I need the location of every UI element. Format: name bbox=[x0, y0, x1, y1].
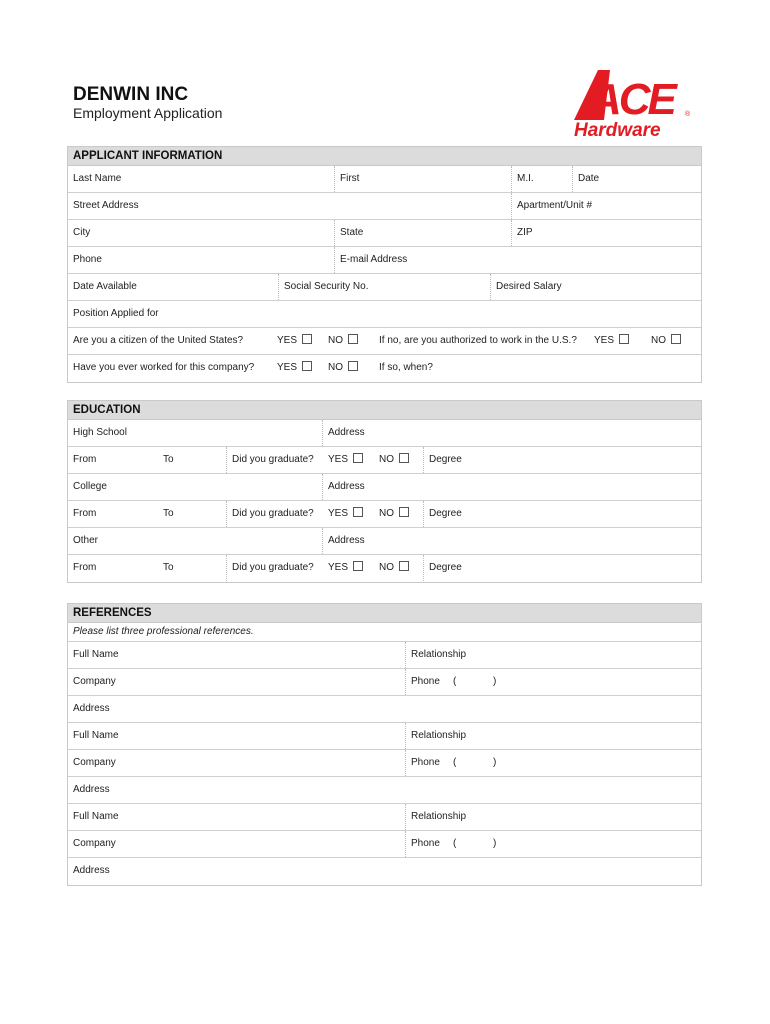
name-row bbox=[68, 166, 701, 193]
authorized-no-checkbox[interactable] bbox=[671, 334, 681, 344]
desired-salary-label: Desired Salary bbox=[496, 281, 562, 292]
citizen-yes-checkbox[interactable] bbox=[302, 334, 312, 344]
high-school-label: High School bbox=[73, 427, 127, 438]
college-yes-label: YES bbox=[328, 508, 349, 519]
college-no-option[interactable] bbox=[379, 501, 409, 527]
college-yes-option[interactable] bbox=[328, 501, 363, 527]
other-yes-label: YES bbox=[328, 562, 349, 573]
state-label: State bbox=[340, 227, 364, 238]
if-so-when-label: If so, when? bbox=[379, 362, 433, 373]
reference-3-address-label: Address bbox=[73, 865, 110, 876]
high-school-graduate-question: Did you graduate? bbox=[232, 454, 314, 465]
education-heading: EDUCATION bbox=[68, 401, 701, 420]
citizen-no-label: NO bbox=[328, 335, 343, 346]
education-section bbox=[67, 400, 702, 583]
worked-before-question: Have you ever worked for this company? bbox=[73, 362, 255, 373]
other-yes-checkbox[interactable] bbox=[353, 561, 363, 571]
worked-no-checkbox[interactable] bbox=[348, 361, 358, 371]
reference-1-area-code-close: ) bbox=[493, 676, 497, 687]
college-row bbox=[68, 474, 701, 501]
last-name-label: Last Name bbox=[73, 173, 122, 184]
high-school-no-option[interactable] bbox=[379, 447, 409, 473]
phone-row bbox=[68, 247, 701, 274]
college-from-label: From bbox=[73, 508, 97, 519]
high-school-yes-option[interactable] bbox=[328, 447, 363, 473]
reference-3-phone-label: Phone bbox=[411, 838, 440, 849]
reference-2-full-name-label: Full Name bbox=[73, 730, 119, 741]
logo-ace-text: ACE bbox=[590, 75, 674, 124]
citizen-question: Are you a citizen of the United States? bbox=[73, 335, 244, 346]
reference-2-area-code-open: ( bbox=[453, 757, 457, 768]
college-address-label: Address bbox=[328, 481, 365, 492]
reference-3-area-code-open: ( bbox=[453, 838, 457, 849]
citizen-row bbox=[68, 328, 701, 355]
worked-yes-label: YES bbox=[277, 362, 298, 373]
reference-3-area-code-close: ) bbox=[493, 838, 497, 849]
authorized-yes-label: YES bbox=[594, 335, 615, 346]
zip-label: ZIP bbox=[517, 227, 533, 238]
reference-1-full-name-label: Full Name bbox=[73, 649, 119, 660]
authorized-yes-checkbox[interactable] bbox=[619, 334, 629, 344]
high-school-from-label: From bbox=[73, 454, 97, 465]
ssn-label: Social Security No. bbox=[284, 281, 369, 292]
position-label: Position Applied for bbox=[73, 308, 159, 319]
date-available-label: Date Available bbox=[73, 281, 137, 292]
college-to-label: To bbox=[163, 508, 174, 519]
reference-2-name-row bbox=[68, 723, 701, 750]
worked-no-option[interactable] bbox=[328, 355, 358, 381]
other-school-dates-row bbox=[68, 555, 701, 582]
authorized-no-option[interactable] bbox=[651, 328, 681, 354]
reference-2-area-code-close: ) bbox=[493, 757, 497, 768]
reference-3-relationship-label: Relationship bbox=[411, 811, 467, 822]
date-label: Date bbox=[578, 173, 600, 184]
other-no-label: NO bbox=[379, 562, 394, 573]
reference-3-full-name-label: Full Name bbox=[73, 811, 119, 822]
other-graduate-question: Did you graduate? bbox=[232, 562, 314, 573]
authorized-question: If no, are you authorized to work in the U.S.? bbox=[379, 335, 577, 346]
form-subtitle: Employment Application bbox=[73, 105, 223, 121]
other-yes-option[interactable] bbox=[328, 555, 363, 581]
worked-yes-checkbox[interactable] bbox=[302, 361, 312, 371]
reference-1-name-row bbox=[68, 642, 701, 669]
reference-3-company-label: Company bbox=[73, 838, 116, 849]
applicant-information-section bbox=[67, 146, 702, 383]
logo-registered-mark: ® bbox=[685, 111, 691, 118]
other-degree-label: Degree bbox=[429, 562, 462, 573]
reference-1-area-code-open: ( bbox=[453, 676, 457, 687]
college-no-checkbox[interactable] bbox=[399, 507, 409, 517]
high-school-to-label: To bbox=[163, 454, 174, 465]
reference-3-name-row bbox=[68, 804, 701, 831]
reference-2-phone-label: Phone bbox=[411, 757, 440, 768]
first-name-label: First bbox=[340, 173, 360, 184]
reference-2-address-label: Address bbox=[73, 784, 110, 795]
reference-2-company-label: Company bbox=[73, 757, 116, 768]
authorized-yes-option[interactable] bbox=[594, 328, 629, 354]
citizen-no-checkbox[interactable] bbox=[348, 334, 358, 344]
reference-3-company-row bbox=[68, 831, 701, 858]
reference-2-company-row bbox=[68, 750, 701, 777]
other-no-option[interactable] bbox=[379, 555, 409, 581]
logo-hardware-text: Hardware bbox=[574, 120, 661, 141]
college-label: College bbox=[73, 481, 107, 492]
references-instruction: Please list three professional references. bbox=[68, 623, 701, 642]
email-label: E-mail Address bbox=[340, 254, 408, 265]
reference-1-address-row bbox=[68, 696, 701, 723]
other-school-row bbox=[68, 528, 701, 555]
ace-hardware-logo bbox=[568, 62, 700, 144]
college-yes-checkbox[interactable] bbox=[353, 507, 363, 517]
other-from-label: From bbox=[73, 562, 97, 573]
references-section bbox=[67, 603, 702, 886]
high-school-dates-row bbox=[68, 447, 701, 474]
other-school-label: Other bbox=[73, 535, 99, 546]
citizen-yes-option[interactable] bbox=[277, 328, 312, 354]
reference-2-relationship-label: Relationship bbox=[411, 730, 467, 741]
other-to-label: To bbox=[163, 562, 174, 573]
applicant-information-heading: APPLICANT INFORMATION bbox=[68, 147, 701, 166]
reference-1-phone-label: Phone bbox=[411, 676, 440, 687]
college-degree-label: Degree bbox=[429, 508, 462, 519]
reference-1-company-label: Company bbox=[73, 676, 116, 687]
reference-1-company-row bbox=[68, 669, 701, 696]
high-school-row bbox=[68, 420, 701, 447]
high-school-no-label: NO bbox=[379, 454, 394, 465]
reference-3-address-row bbox=[68, 858, 701, 885]
availability-row bbox=[68, 274, 701, 301]
other-school-address-label: Address bbox=[328, 535, 365, 546]
phone-label: Phone bbox=[73, 254, 102, 265]
street-row bbox=[68, 193, 701, 220]
apartment-label: Apartment/Unit # bbox=[517, 200, 593, 211]
college-graduate-question: Did you graduate? bbox=[232, 508, 314, 519]
middle-initial-label: M.I. bbox=[517, 173, 534, 184]
street-address-label: Street Address bbox=[73, 200, 139, 211]
worked-no-label: NO bbox=[328, 362, 343, 373]
reference-1-relationship-label: Relationship bbox=[411, 649, 467, 660]
high-school-degree-label: Degree bbox=[429, 454, 462, 465]
other-no-checkbox[interactable] bbox=[399, 561, 409, 571]
college-dates-row bbox=[68, 501, 701, 528]
reference-2-address-row bbox=[68, 777, 701, 804]
references-heading: REFERENCES bbox=[68, 604, 701, 623]
worked-yes-option[interactable] bbox=[277, 355, 312, 381]
authorized-no-label: NO bbox=[651, 335, 666, 346]
position-row bbox=[68, 301, 701, 328]
previous-employment-row bbox=[68, 355, 701, 382]
high-school-yes-label: YES bbox=[328, 454, 349, 465]
citizen-yes-label: YES bbox=[277, 335, 298, 346]
city-label: City bbox=[73, 227, 91, 238]
company-name: DENWIN INC bbox=[73, 84, 189, 105]
high-school-yes-checkbox[interactable] bbox=[353, 453, 363, 463]
reference-1-address-label: Address bbox=[73, 703, 110, 714]
citizen-no-option[interactable] bbox=[328, 328, 358, 354]
city-row bbox=[68, 220, 701, 247]
high-school-address-label: Address bbox=[328, 427, 365, 438]
high-school-no-checkbox[interactable] bbox=[399, 453, 409, 463]
college-no-label: NO bbox=[379, 508, 394, 519]
